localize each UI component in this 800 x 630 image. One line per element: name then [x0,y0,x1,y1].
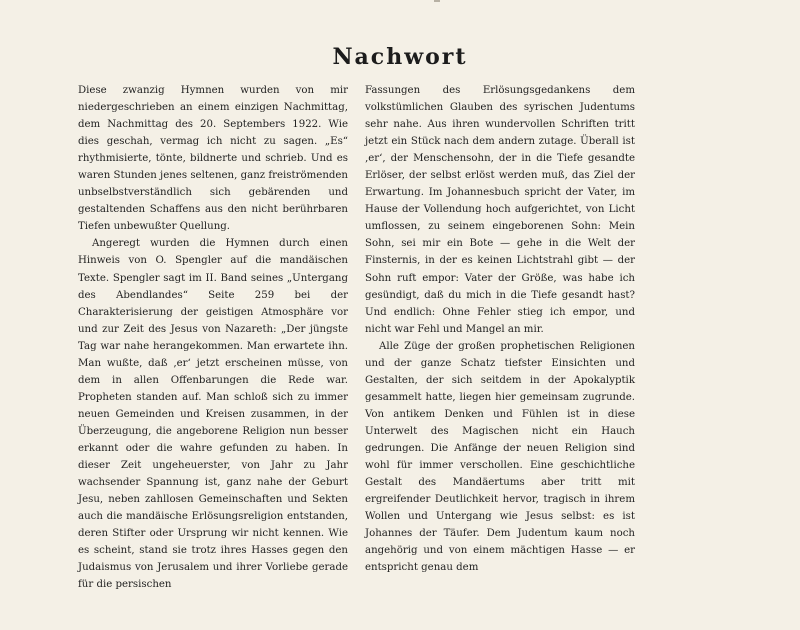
left-column [78,82,348,593]
page-title: Nachwort [332,44,468,70]
paragraph: Alle Züge der großen prophetischen Religionen und der ganze Schatz tiefster Einsichten und Gestalten, der sich seitdem in der Apokalyptik gesammelt hatte, liegen hier gemeinsam zugrunde. Von antikem Denken und Fühlen ist in diese Unterwelt des Magischen nicht ein Hauch gedrungen. Die Anfänge der neuen Religion sind wohl für immer verschollen. Eine geschichtliche Gestalt des Mandäertums aber tritt mit ergreifender Deutlichkeit hervor, tragisch in ihrem Wollen und Untergang wie Jesus selbst: es ist Johannes der Täufer. Dem Judentum kaum noch angehörig und von einem mächtigen Hasse — er entspricht genau dem [365,340,635,574]
paragraph: Fassungen des Erlösungsgedankens dem volkstümlichen Glauben des syrischen Judentums sehr nahe. Aus ihren wundervollen Schriften tritt jetzt ein Stück nach dem andern zutage. Überall ist ‚er‘, der Menschensohn, der in die Tiefe gesandte Erlöser, der selbst erlöst werden muß, das Ziel der Erwartung. Im Johannesbuch spricht der Vater, im Hause der Vollendung hoch aufgerichtet, von Licht umflossen, zu seinem eingeborenen Sohn: Mein Sohn, sei mir ein Bote — gehe in die Welt der Finsternis, in der es keinen Lichtstrahl gibt — der Sohn ruft empor: Vater der Größe, was habe ich gesündigt, daß du mich in die Tiefe gesandt hast? Und endlich: Ohne Fehler stieg ich empor, und nicht war Fehl und Mangel an mir. [365,85,635,335]
paragraph: Diese zwanzig Hymnen wurden von mir niedergeschrieben an einem einzigen Nachmittag, dem Nachmittag des 20. Septembers 1922. Wie dies geschah, vermag ich nicht zu sagen. „Es“ rhythmisierte, tönte, bildnerte und schrieb. Und es waren Stunden jenes seltenen, ganz freiströmenden unbselbstverständlich sich gebärenden und gestaltenden Schaffens aus den nicht berührbaren Tiefen unbewußter Quellung. [78,85,348,233]
page-edge-mark [434,0,440,2]
right-column [365,82,635,576]
paragraph: Angeregt wurden die Hymnen durch einen Hinweis von O. Spengler auf die mandäischen Texte. Spengler sagt im II. Band seines „Untergang des Abendlandes“ Seite 259 bei der Charakterisierung der geistigen Atmosphäre vor und zur Zeit des Jesus von Nazareth: „Der jüngste Tag war nahe herangekommen. Man erwartete ihn. Man wußte, daß ‚er‘ jetzt erscheinen müsse, von dem in allen Offenbarungen die Rede war. Propheten standen auf. Man schloß sich zu immer neuen Gemeinden und Kreisen zusammen, in der Überzeugung, die angeborene Religion nun besser erkannt oder die wahre gefunden zu haben. In dieser Zeit ungeheuerster, von Jahr zu Jahr wachsender Spannung ist, ganz nahe der Geburt Jesu, neben zahllosen Gemeinschaften und Sekten auch die mandäische Erlösungsreligion entstanden, deren Stifter oder Ursprung wir nicht kennen. Wie es scheint, stand sie trotz ihres Hasses gegen den Judaismus von Jerusalem und ihrer Vorliebe gerade für die persischen [78,238,348,591]
